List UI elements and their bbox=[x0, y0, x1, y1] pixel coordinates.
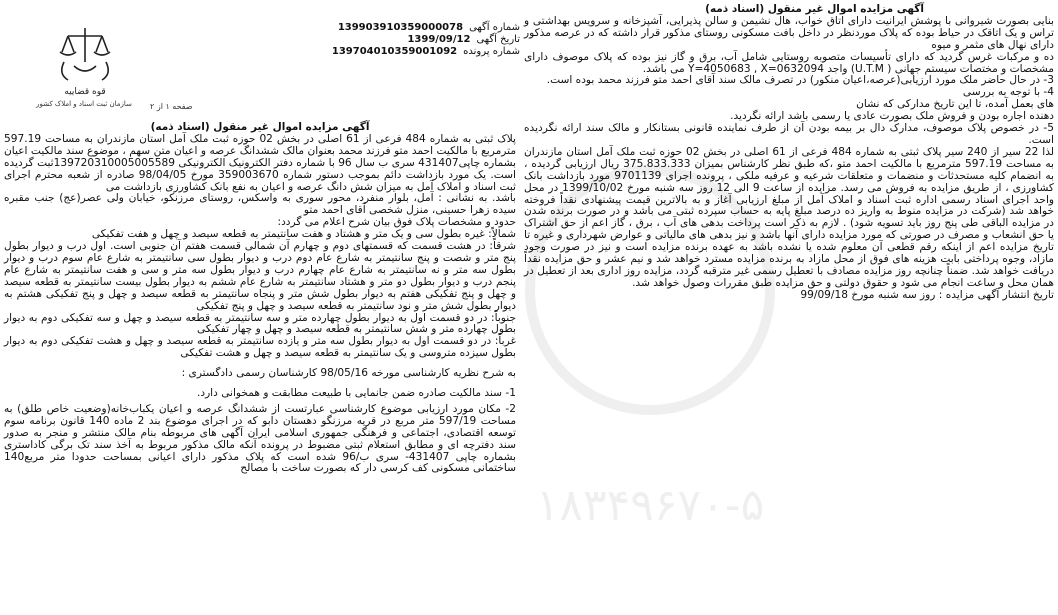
right-paragraph: 4- با توجه به بررسی bbox=[962, 86, 1054, 99]
right-title: آگهی مزایده اموال غیر منقول (اسناد ذمه) bbox=[705, 3, 924, 15]
left-paragraph: شمالاً: غیره بطول سی و یک متر و هشتاد و هفت سانتیمتر به قطعه سیصد و چهل و هفت تفکیکی bbox=[91, 228, 516, 241]
left-title: آگهی مزایده اموال غیر منقول (اسناد ذمه) bbox=[150, 121, 370, 133]
logo-top-text: قوه قضاییه bbox=[64, 87, 106, 97]
right-paragraph: تاریخ انتشار آگهی مزایده : روز سه شنبه مورخ 99/09/18 bbox=[800, 288, 1054, 301]
page-number: صفحه ۱ از ۲ bbox=[150, 102, 193, 111]
right-paragraph: 3- در حال حاضر ملک مورد ارزیابی(عرصه،اعیان منکور) در تصرف مالک سند آقای احمد متو فرزند محمد بوده است. bbox=[546, 74, 1054, 87]
left-paragraph: پلاک ثبتی به شماره 484 فرعی از 61 اصلی در بخش 02 حوزه ثبت ملک آمل استان مازندران به مساحت 597.19 مترمربع با مالکیت احمد متو فرزند محمد بعنوان مالک ششدانگ عرصه و اعیان متن سهم ، موضوع سند مالکیت اعیان بشماره چاپی431407 سری ب سال 96 با شماره دفتر الکترونیک الکترونیکی 139720310005005589ثبت گردیده است. یک مورد بازداشت دائم بموجب دستور شماره 359003670 مورخ 98/04/05 صادره از شعبه محترم اجرای ثبت اسناد و املاک آمل به میزان شش دانگ عرصه و اعیان به نفع بانک کشاورزی بازداشت می bbox=[4, 132, 517, 193]
left-column bbox=[4, 122, 516, 475]
right-paragraph: بنایی بصورت شیروانی با پوشش ایرانیت دارای اتاق خواب، هال نشیمن و سالن پذیرایی، آشپزخانه و سرویس بهداشتی و تراس و یک اتاقک در حیاط بوده که پلاک موردنظر در داخل بافت مسکونی روستای مذکور قرار داشته که در عرصه مذکور دارای نهال های مثمر و میوه bbox=[524, 14, 1054, 51]
left-paragraph: باشد. به نشانی : آمل، بلوار منفرد، محور سوری به واسکس، روستای مرزنکو، خیابان ولی عصر(عج) جنب مقبره سیده زهرا حسینی، منزل شخصی آقای احمد متو bbox=[4, 192, 516, 217]
left-paragraph: جنوباً: در دو قسمت اول به دیوار بطول چهارده متر و سه سانتیمتر به قطعه سیصد و چهل و سه تفکیکی دوم به دیوار بطول چهارده متر و شش سانتیمتر به قطعه سیصد و چهل و چهار تفکیکی bbox=[4, 311, 516, 336]
ref-label: شماره پرونده bbox=[463, 46, 520, 57]
watermark-text: ۱۸۳۴۹۶۷۰-۵ bbox=[535, 480, 765, 531]
right-paragraph: دهنده اجاره بودن و فروش ملک بصورت عادی یا رسمی باشد ارائه نگردید. bbox=[730, 110, 1054, 123]
left-paragraph: غرباً: در دو قسمت اول به دیوار بطول سه متر و یازده سانتیمتر به قطعه سیصد و چهل و هشت تفکیکی دوم به دیوار بطول سیزده متروسی و یک سانتیمتر به قطعه سیصد و چهل و هشت تفکیکی bbox=[4, 335, 516, 360]
right-paragraph: ده و مرکبات غرس گردید که دارای تأسیسات متصوبه روستایی شامل آب، برق و گاز نیز بوده که پلاک موصوف دارای مشخصات و مختصات سیستم جهانی ( U.T.M) واجد Y=4050683 , X=0632094 می باشد. bbox=[524, 50, 1054, 75]
left-paragraph: شرقاً: در هشت قسمت که قسمتهای دوم و چهارم آن شمالی قسمت هفتم آن جنوبی است. اول درب و دیوار بطول پنج متر و شصت و پنج سانتیمتر به شارع عام دوم درب و دیوار بطول سی سانتیمتر به شارع عام سوم درب و دیوار بطول سه متر و نه سانتیمتر به شارع عام چهارم درب و دیوار بطول سه متر و سی و هفت سانتیمتر به شارع عام پنجم درب و دیوار بطول دو متر و هشتاد سانتیمتر به شارع عام ششم به دیوار بطول بیست سانتیمتر به قطعه سیصد و چهل و پنج تفکیکی هفتم به دیوار بطول شش متر و پنجاه سانتیمتر به قطعه سیصد و چهل و پنج تفکیکی هشتم به دیوار بطول شش متر و نود سانتیمتر به قطعه سیصد و چهل و پنج تفکیکی bbox=[4, 240, 516, 312]
logo-caption: سازمان ثبت اسناد و املاک کشور bbox=[36, 100, 132, 108]
ref-value: 139704010359001092 bbox=[331, 46, 458, 57]
left-paragraph: 1- سند مالکیت صادره ضمن جانمایی با طبیعت مطابقت و همخوانی دارد. bbox=[196, 387, 516, 400]
document-header bbox=[10, 20, 525, 111]
left-paragraph: حدود و مشخصات پلاک فوق بیان شرح اعلام می گردد: bbox=[277, 216, 516, 229]
ref-row-case-number bbox=[310, 46, 520, 58]
right-paragraph: 5- در خصوص پلاک موصوف، مدارک دال بر بیمه بودن آن از طرف نماینده قانونی بستانکار و مالک سند ارائه نگردیده است. bbox=[524, 122, 1054, 146]
left-paragraph: 2- مکان مورد ارزیابی موضوع کارشناسی عبارتست از ششدانگ عرصه و اعیان یکباب‌خانه(وضعیت خاص طلق) به مساحت 597/19 متر مربع در قریه مرزنگو دهستان دابو که در اجرای موضوع بند 2 ماده 140 قانون برنامه سوم توسعه اقتصادی، اجتماعی و فرهنگی جمهوری اسلامی ایران آگهی های مربوطه بنام مالک منتشر و منجر به صدور سند دفترچه ای و مطابق استعلام ثبتی مضبوط در پرونده آنکه مالک مذکور مربوط به آخذ سند تک برگی کاداستری بشماره چاپی 431407- سری ب/96 شده است که پلاک مذکور دارای اعیانی بمساحت حدودا متر مربع140 ساختمانی مسکونی کف کرسی دار که بصورت ساخت با مصالح bbox=[4, 402, 517, 475]
ref-value: 1399/09/12 bbox=[407, 34, 471, 45]
right-column bbox=[524, 4, 1054, 302]
ref-label: شماره آگهی bbox=[469, 22, 520, 33]
left-paragraph: به شرح نظریه کارشناسی مورخه 98/05/16 کارشناسان رسمی دادگستری : bbox=[181, 367, 516, 380]
right-paragraph: لذا 22 سیر از 240 سیر پلاک ثبتی به شماره 484 فرعی از 61 اصلی در بخش 02 حوزه ثبت ملک آمل استان مازندران به مساحت 597.19 مترمربع با مالکیت احمد متو ،که طبق نظر کارشناس بمیزان 375.833.333 ریال ارزیابی گردیده ، به انضمام کلیه مستحدثات و منضمات و متعلقات شرعیه و عرفیه ملکی ، پرونده اجرای 9701139 مورد بازداشت بانک کشاورزی ، از طریق مزایده به فروش می رسد. مزایده از ساعت 9 الی 12 روز سه شنبه مورخ 1399/10/02 در محل واحد اجرای اسناد رسمی اداره ثبت اسناد و املاک آمل از مبلغ ارزیابی آغاز و به بالاترین قیمت پیشنهادی نقداً فروخته خواهد شد (شرکت در مزایده منوط به واریز ده درصد مبلغ پایه به حساب سپرده ثبتی می باشد و در صورت برنده شدن در مزایده الباقی طی پنج روز باید تسویه شود) . لازم به ذکر است پرداخت بدهی های آب ، برق ، گاز اعم از حق اشتراک یا حق انشعاب و مصرف در صورتی که مورد مزایده دارای آنها باشد و نیز بدهی های مالیاتی و عوارض شهرداری و غیره تا تاریخ مزایده اعم از اینکه رقم قطعی آن معلوم شده یا نشده باشد به عهده برنده مزایده است و نیز در صورت وجود مازاد، وجوه پرداختی بابت هزینه های فوق از محل مازاد به برنده مزایده مسترد خواهد شد و نیم عشر و حق مزایده نقداً دریافت خواهد شد. ضمناً چنانچه روز مزایده مصادف با تعطیل رسمی غیر مترقبه گردد، مزایده روز اداری بعد از تعطیل در همان محل و ساعت انجام می شود و حقوق دولتی و حق مزایده طبق مقررات وصول خواهد شد. bbox=[524, 145, 1054, 289]
ref-value: 139903910359000078 bbox=[337, 22, 464, 33]
ref-label: تاریخ آگهی bbox=[476, 34, 520, 45]
ref-row-notice-number bbox=[310, 22, 520, 34]
right-paragraph: های بعمل آمده، تا این تاریخ مدارکی که نشان bbox=[856, 98, 1054, 111]
reference-block bbox=[310, 22, 520, 58]
judiciary-emblem-icon bbox=[24, 22, 146, 100]
ref-row-notice-date bbox=[310, 34, 520, 46]
